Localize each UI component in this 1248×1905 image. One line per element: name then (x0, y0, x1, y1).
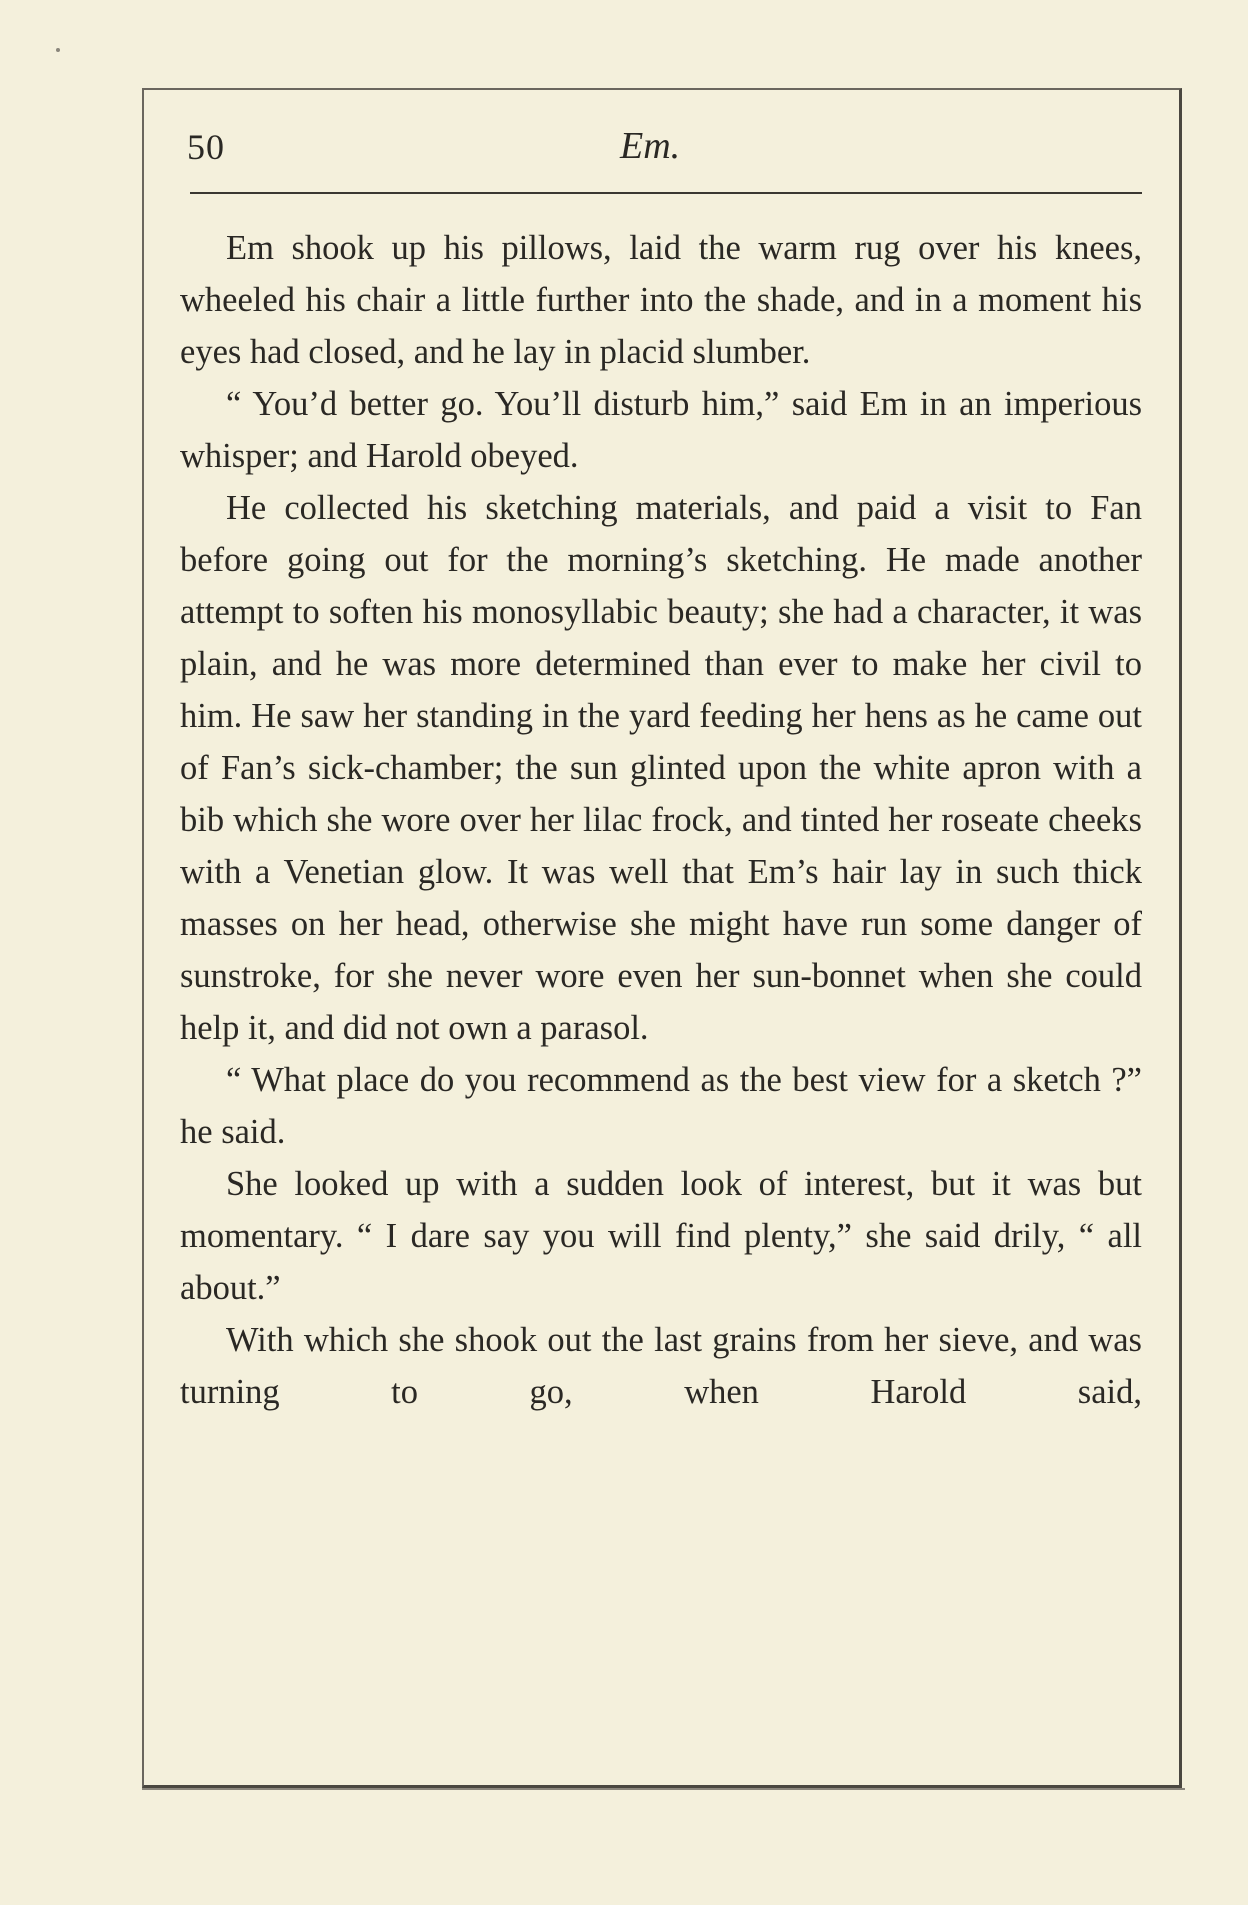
paper-speck (56, 48, 60, 52)
paragraph: “ What place do you recommend as the best view for a sketch ?” he said. (180, 1061, 1142, 1151)
paragraph: Em shook up his pillows, laid the warm rug over his knees, wheeled his chair a little further into the shade, and in a moment his eyes had closed, and he lay in placid slumber. (180, 229, 1142, 371)
paragraph: “ You’d better go. You’ll disturb him,” said Em in an imperious whisper; and Harold obeyed. (180, 385, 1142, 475)
page-number: 50 (187, 127, 225, 167)
header-rule (190, 192, 1142, 194)
paragraph: With which she shook out the last grains from her sieve, and was turning to go, when Harold said, (180, 1321, 1142, 1411)
paragraph: She looked up with a sudden look of interest, but it was but momentary. “ I dare say you will find plenty,” she said drily, “ all about.” (180, 1165, 1142, 1307)
running-head: Em. (620, 125, 681, 167)
frame-bottom-rule (142, 1788, 1185, 1790)
body-text (180, 222, 1142, 1418)
paragraph: He collected his sketching materials, and paid a visit to Fan before going out for the morning’s sketching. He made another attempt to soften his monosyllabic beauty; she had a character, it was plain, and he was more determined than ever to make her civil to him. He saw her standing in the yard feeding her hens as he came out of Fan’s sick-chamber; the sun glinted upon the white apron with a bib which she wore over her lilac frock, and tinted her roseate cheeks with a Venetian glow. It was well that Em’s hair lay in such thick masses on her head, otherwise she might have run some danger of sunstroke, for she never wore even her sun-bonnet when she could help it, and did not own a parasol. (180, 489, 1142, 1047)
